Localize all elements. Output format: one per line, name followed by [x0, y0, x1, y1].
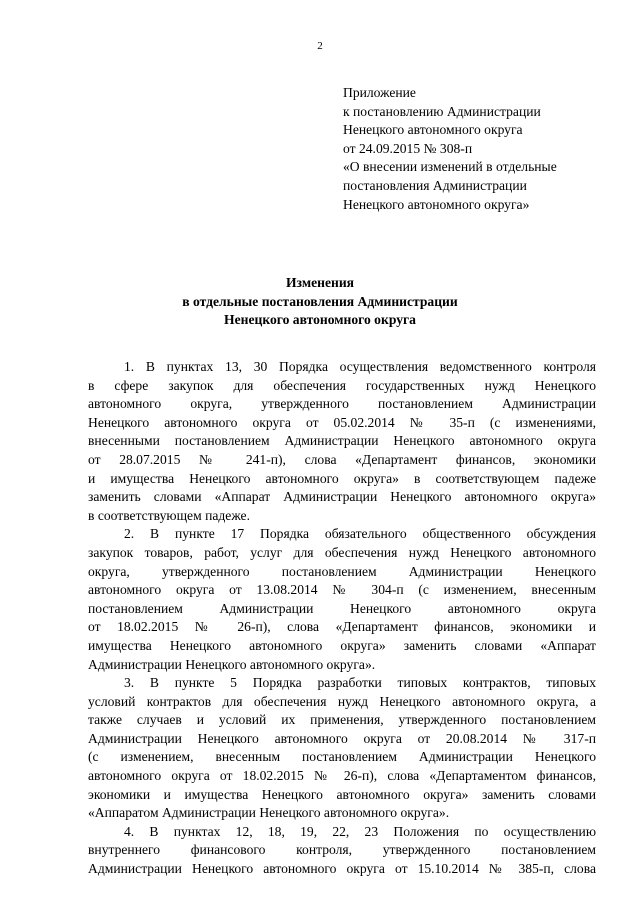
paragraph-line: внутреннего финансового контроля, утвержденного постановлением [88, 842, 596, 858]
appendix-line: Ненецкого автономного округа» [343, 196, 530, 212]
paragraph-line: 4. В пунктах 12, 18, 19, 22, 23 Положения по осуществлению [124, 823, 596, 839]
appendix-line: к постановлению Администрации [343, 103, 541, 119]
appendix-line: Ненецкого автономного округа [343, 122, 523, 138]
appendix-line: «О внесении изменений в отдельные [343, 159, 557, 175]
paragraph-line: автономного округа от 18.02.2015 № 26-п), слова «Департаментом финансов, [88, 768, 596, 784]
paragraph-line: (с изменением, внесенным постановлением Администрации Ненецкого [88, 749, 596, 765]
paragraph-line: 3. В пункте 5 Порядка разработки типовых контрактов, типовых [124, 675, 596, 691]
paragraph-line: Администрации Ненецкого автономного округа от 20.08.2014 № 317-п [88, 730, 596, 746]
paragraph-line: Администрации Ненецкого автономного округа». [88, 656, 376, 672]
heading-line: Изменения [285, 275, 355, 290]
paragraph-line: и имущества Ненецкого автономного округа» в соответствующем падеже [88, 470, 596, 486]
paragraph-4 [88, 823, 596, 879]
paragraph-line: экономики и имущества Ненецкого автономного округа» заменить словами [88, 786, 596, 802]
paragraph-line: от 28.07.2015 № 241-п), слова «Департамент финансов, экономики [88, 451, 596, 467]
appendix-line: постановления Администрации [343, 177, 527, 193]
heading-line: в отдельные постановления Администрации [182, 293, 458, 309]
paragraph-1 [88, 358, 596, 525]
paragraph-line: от 18.02.2015 № 26-п), слова «Департамент финансов, экономики и [88, 619, 596, 635]
document-body [88, 358, 596, 879]
paragraph-2 [88, 525, 596, 674]
paragraph-line: автономного округа от 13.08.2014 № 304-п (с изменением, внесенным [88, 582, 596, 598]
paragraph-line: Администрации Ненецкого автономного округа от 15.10.2014 № 385-п, слова [88, 861, 596, 877]
appendix-block [343, 84, 633, 214]
paragraph-line: заменить словами «Аппарат Администрации Ненецкого автономного округа» [88, 489, 596, 505]
paragraph-line: «Аппаратом Администрации Ненецкого автономного округа». [88, 805, 450, 821]
document-heading [0, 274, 640, 330]
paragraph-line: 2. В пункте 17 Порядка обязательного общественного обсуждения [124, 526, 596, 542]
paragraph-line: также случаев и условий их применения, утвержденного постановлением [88, 712, 596, 728]
paragraph-line: постановлением Администрации Ненецкого автономного округа [88, 600, 596, 616]
paragraph-line: в сфере закупок для обеспечения государственных нужд Ненецкого [88, 377, 596, 393]
paragraph-3 [88, 674, 596, 823]
paragraph-line: 1. В пунктах 13, 30 Порядка осуществления ведомственного контроля [124, 359, 596, 374]
paragraph-line: Ненецкого автономного округа от 05.02.2014 № 35-п (с изменениями, [88, 414, 596, 430]
paragraph-line: условий контрактов для обеспечения нужд Ненецкого автономного округа, а [88, 693, 596, 709]
appendix-line: от 24.09.2015 № 308-п [343, 140, 473, 156]
paragraph-line: автономного округа, утвержденного постановлением Администрации [88, 396, 596, 412]
heading-line: Ненецкого автономного округа [224, 312, 416, 328]
paragraph-line: имущества Ненецкого автономного округа» заменить словами «Аппарат [88, 637, 596, 653]
paragraph-line: в соответствующем падеже. [88, 507, 250, 523]
paragraph-line: округа, утвержденного постановлением Администрации Ненецкого [88, 563, 596, 579]
paragraph-line: внесенными постановлением Администрации Ненецкого автономного округа [88, 433, 596, 449]
paragraph-line: закупок товаров, работ, услуг для обеспечения нужд Ненецкого автономного [88, 544, 596, 560]
page-number: 2 [317, 40, 323, 52]
appendix-line: Приложение [343, 85, 416, 100]
